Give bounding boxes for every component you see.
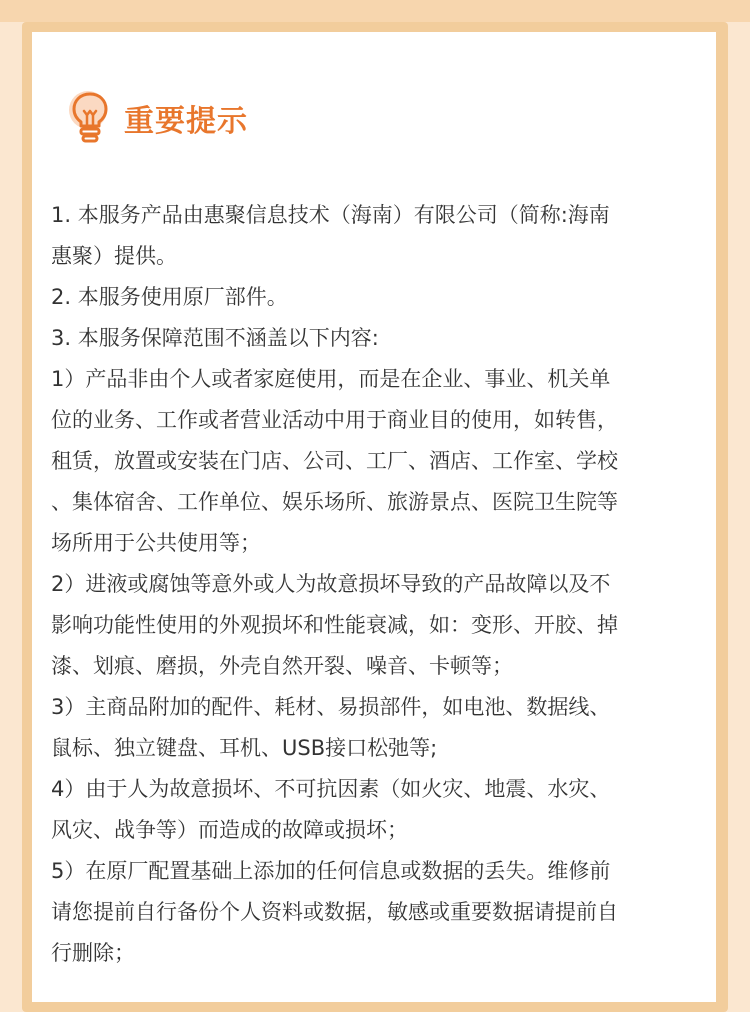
notice-line: 漆、划痕、磨损，外壳自然开裂、噪音、卡顿等； <box>51 654 513 678</box>
notice-line: 、集体宿舍、工作单位、娱乐场所、旅游景点、医院卫生院等 <box>51 490 618 514</box>
notice-line: 1）产品非由个人或者家庭使用，而是在企业、事业、机关单 <box>51 367 611 391</box>
notice-title: 重要提示 <box>124 104 248 139</box>
notice-line: 风灾、战争等）而造成的故障或损坏； <box>51 818 408 842</box>
notice-line: 2. 本服务使用原厂部件。 <box>51 285 288 309</box>
notice-line: 1. 本服务产品由惠聚信息技术（海南）有限公司（简称:海南 <box>51 203 610 227</box>
lightbulb-icon <box>68 90 112 146</box>
notice-header <box>68 88 248 148</box>
notice-line: 请您提前自行备份个人资料或数据，敏感或重要数据请提前自 <box>51 900 618 924</box>
notice-line: 租赁，放置或安装在门店、公司、工厂、酒店、工作室、学校 <box>51 449 618 473</box>
notice-line: 2）进液或腐蚀等意外或人为故意损坏导致的产品故障以及不 <box>51 572 611 596</box>
notice-line: 3. 本服务保障范围不涵盖以下内容: <box>51 326 379 350</box>
notice-panel <box>32 32 716 1002</box>
notice-line: 影响功能性使用的外观损坏和性能衰减，如：变形、开胶、掉 <box>51 613 618 637</box>
notice-line: 场所用于公共使用等； <box>51 531 261 555</box>
notice-content <box>51 195 701 974</box>
notice-line: 5）在原厂配置基础上添加的任何信息或数据的丢失。维修前 <box>51 859 611 883</box>
notice-line: 3）主商品附加的配件、耗材、易损部件，如电池、数据线、 <box>51 695 611 719</box>
notice-line: 惠聚）提供。 <box>51 244 177 268</box>
notice-line: 位的业务、工作或者营业活动中用于商业目的使用，如转售， <box>51 408 618 432</box>
notice-line: 4）由于人为故意损坏、不可抗因素（如火灾、地震、水灾、 <box>51 777 611 801</box>
notice-line: 行删除； <box>51 941 135 965</box>
top-background-band <box>0 0 750 22</box>
notice-line: 鼠标、独立键盘、耳机、USB接口松弛等; <box>51 736 438 760</box>
